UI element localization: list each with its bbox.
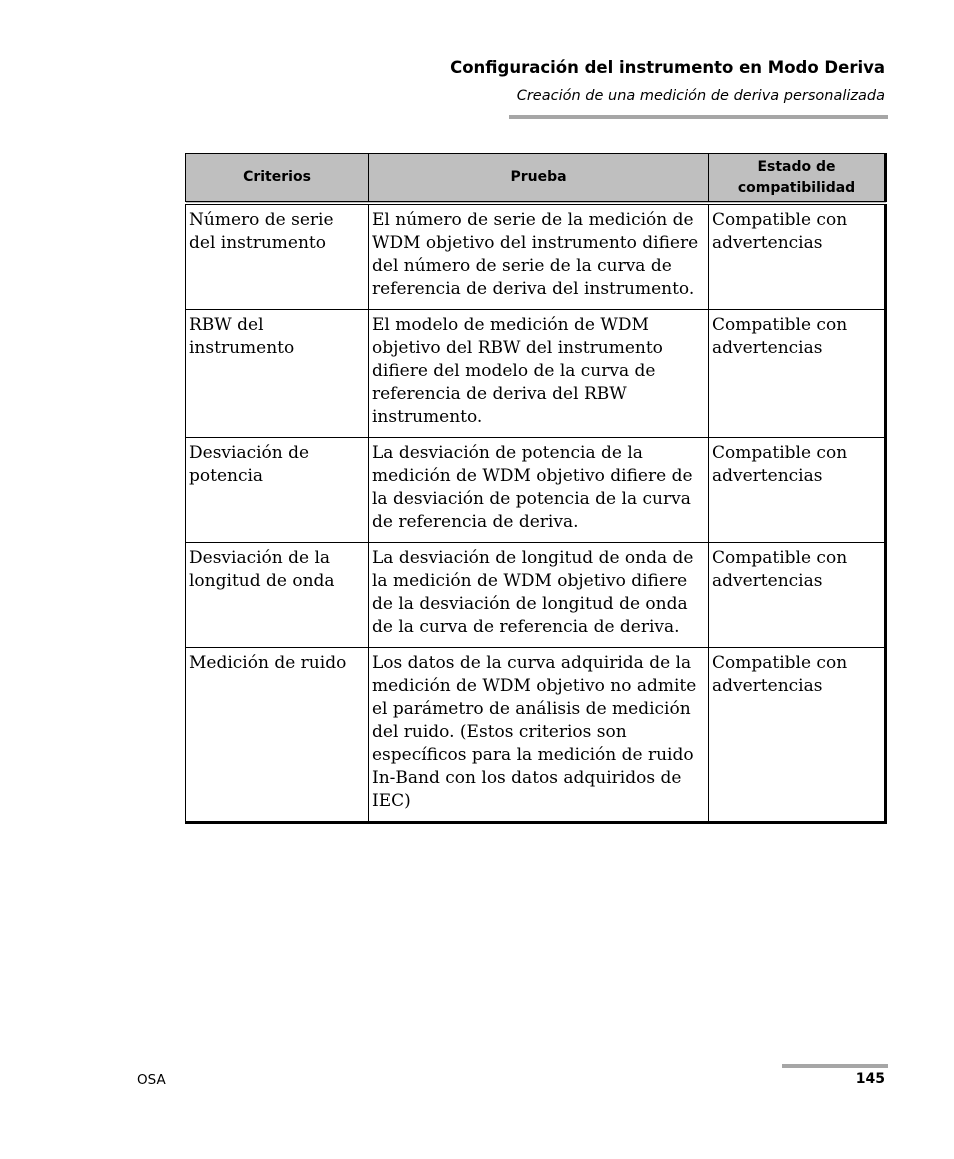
table-cell-prueba: La desviación de potencia de la medición de WDM objetivo difiere de la desviación de potencia de la curva de referencia de deriva.	[369, 438, 709, 543]
column-header-criterios: Criterios	[186, 154, 369, 204]
table-cell-criterio: Desviación de la longitud de onda	[186, 543, 369, 648]
table-row	[186, 438, 886, 543]
table-row	[186, 310, 886, 438]
footer-product-name: OSA	[137, 1072, 166, 1088]
table-cell-prueba: El número de serie de la medición de WDM objetivo del instrumento difiere del número de serie de la curva de referencia de deriva del instrumento.	[369, 203, 709, 310]
table-cell-estado: Compatible con advertencias	[709, 648, 886, 823]
table-cell-prueba: El modelo de medición de WDM objetivo del RBW del instrumento difiere del modelo de la curva de referencia de deriva del RBW instrumento.	[369, 310, 709, 438]
table-cell-prueba: La desviación de longitud de onda de la medición de WDM objetivo difiere de la desviación de longitud de onda de la curva de referencia de deriva.	[369, 543, 709, 648]
table-cell-estado: Compatible con advertencias	[709, 310, 886, 438]
table-row	[186, 543, 886, 648]
table-row	[186, 203, 886, 310]
table-cell-criterio: Número de serie del instrumento	[186, 203, 369, 310]
section-title: Creación de una medición de deriva personalizada	[516, 88, 885, 104]
table-cell-criterio: Desviación de potencia	[186, 438, 369, 543]
table-cell-prueba: Los datos de la curva adquirida de la medición de WDM objetivo no admite el parámetro de análisis de medición del ruido. (Estos criterios son específicos para la medición de ruido In-Band con los datos adquiridos de IEC)	[369, 648, 709, 823]
table-cell-criterio: RBW del instrumento	[186, 310, 369, 438]
criteria-table	[185, 153, 887, 824]
column-header-estado: Estado de compatibilidad	[709, 154, 886, 204]
table-row	[186, 648, 886, 823]
page-number: 145	[855, 1071, 885, 1087]
header-rule	[509, 115, 888, 119]
chapter-title: Configuración del instrumento en Modo Deriva	[450, 58, 885, 77]
column-header-prueba: Prueba	[369, 154, 709, 204]
table-cell-estado: Compatible con advertencias	[709, 438, 886, 543]
footer-rule	[782, 1064, 888, 1068]
table-cell-estado: Compatible con advertencias	[709, 203, 886, 310]
table-header-row	[186, 154, 886, 204]
table-cell-criterio: Medición de ruido	[186, 648, 369, 823]
table-cell-estado: Compatible con advertencias	[709, 543, 886, 648]
criteria-table-container	[185, 153, 888, 824]
